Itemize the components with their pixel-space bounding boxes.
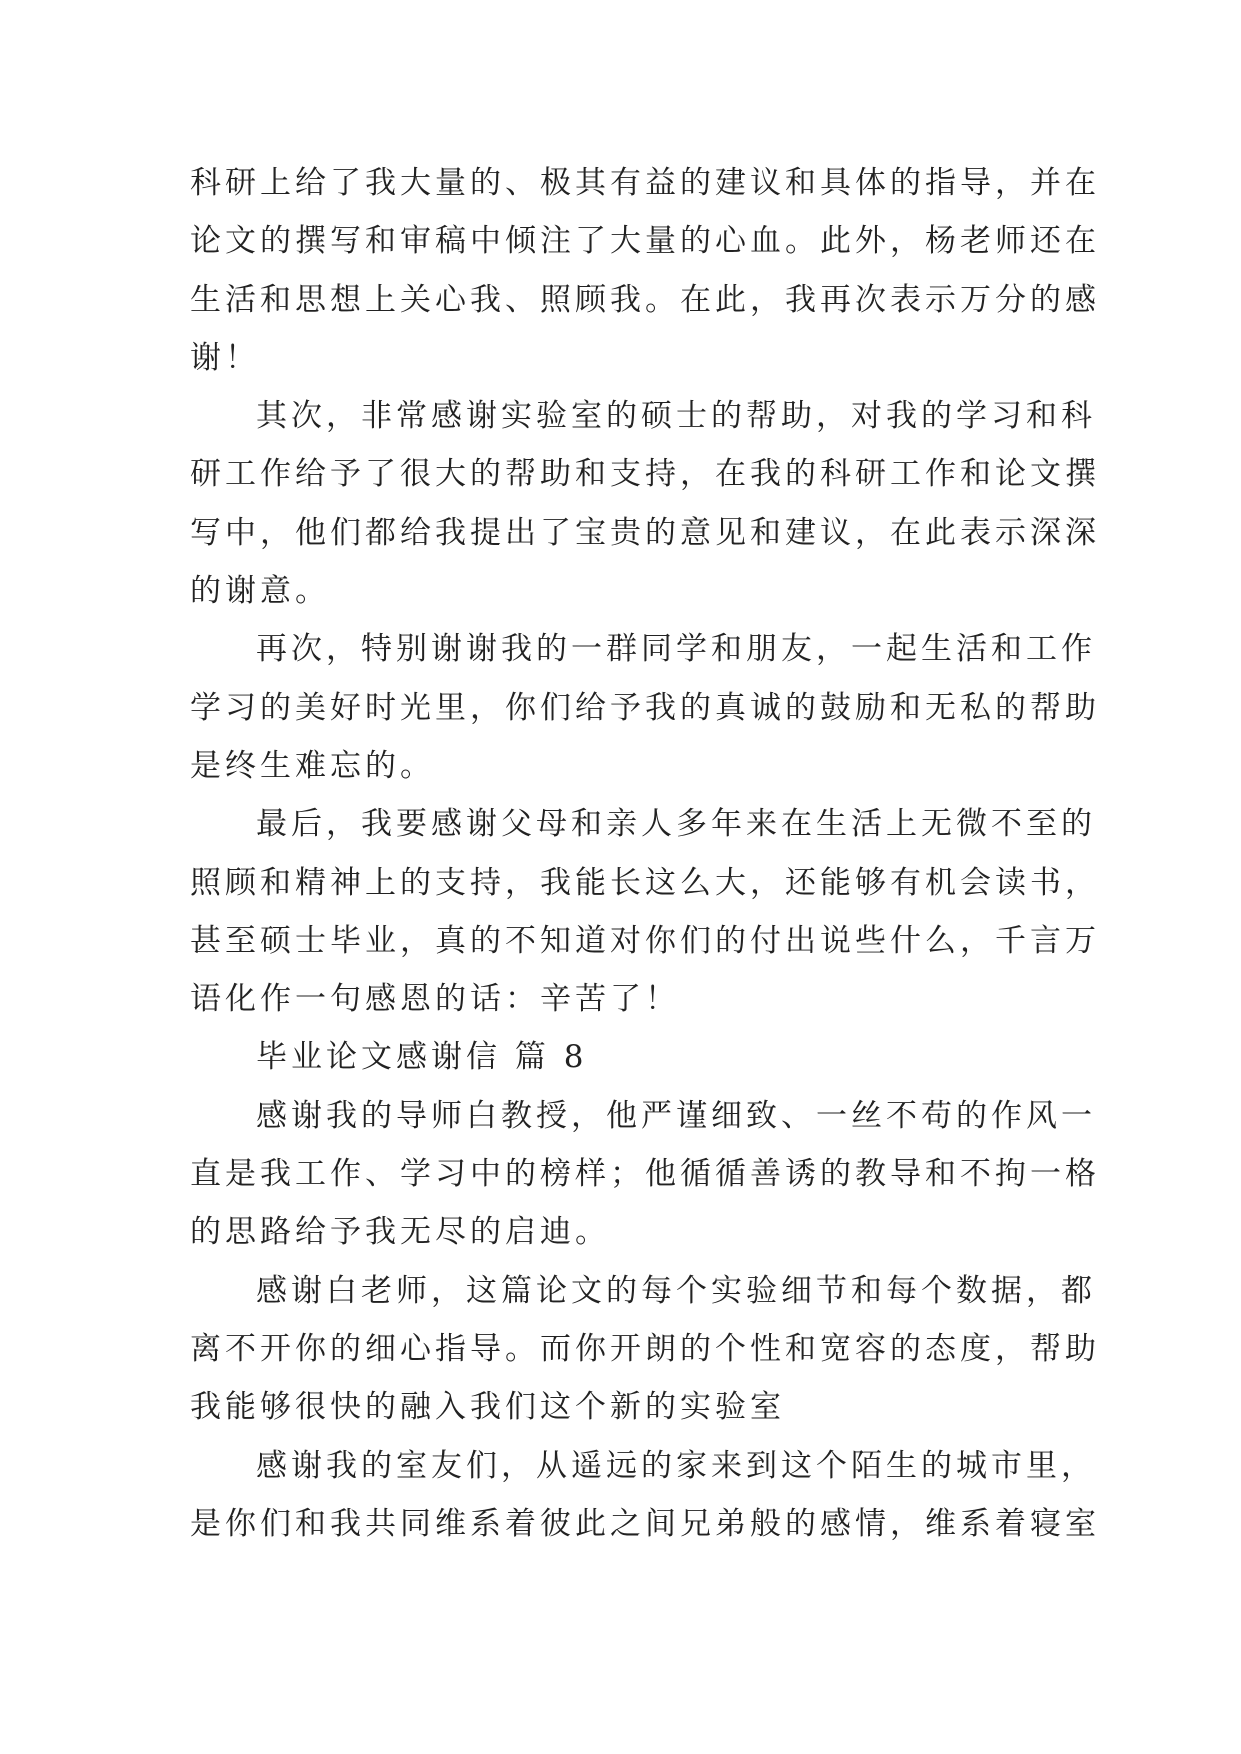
- text-line: 离不开你的细心指导。而你开朗的个性和宽容的态度，帮助: [190, 1330, 1100, 1367]
- text-line: 研工作给予了很大的帮助和支持，在我的科研工作和论文撰: [190, 456, 1100, 493]
- text-line: 感谢我的导师白教授，他严谨细致、一丝不苟的作风一: [256, 1097, 1096, 1134]
- text-line: 毕业论文感谢信 篇 8: [256, 1039, 588, 1076]
- text-line: 是你们和我共同维系着彼此之间兄弟般的感情，维系着寝室: [190, 1505, 1100, 1542]
- text-line: 甚至硕士毕业，真的不知道对你们的付出说些什么，千言万: [190, 922, 1100, 959]
- text-line: 生活和思想上关心我、照顾我。在此，我再次表示万分的感: [190, 281, 1100, 318]
- text-line: 最后，我要感谢父母和亲人多年来在生活上无微不至的: [256, 806, 1096, 843]
- text-line: 科研上给了我大量的、极其有益的建议和具体的指导，并在: [190, 165, 1100, 201]
- text-line: 语化作一句感恩的话：辛苦了！: [190, 981, 680, 1018]
- text-line: 感谢白老师，这篇论文的每个实验细节和每个数据，都: [256, 1272, 1096, 1309]
- text-line: 的思路给予我无尽的启迪。: [190, 1214, 610, 1251]
- text-line: 的谢意。: [190, 573, 330, 610]
- text-line: 我能够很快的融入我们这个新的实验室: [190, 1389, 785, 1426]
- text-line: 写中，他们都给我提出了宝贵的意见和建议，在此表示深深: [190, 514, 1100, 551]
- text-line: 论文的撰写和审稿中倾注了大量的心血。此外，杨老师还在: [190, 223, 1100, 260]
- text-line: 是终生难忘的。: [190, 747, 435, 784]
- text-line: 照顾和精神上的支持，我能长这么大，还能够有机会读书，: [190, 864, 1100, 901]
- text-line: 学习的美好时光里，你们给予我的真诚的鼓励和无私的帮助: [190, 689, 1100, 726]
- text-line: 直是我工作、学习中的榜样；他循循善诱的教导和不拘一格: [190, 1156, 1100, 1193]
- text-line: 其次，非常感谢实验室的硕士的帮助，对我的学习和科: [256, 398, 1096, 435]
- text-line: 再次，特别谢谢我的一群同学和朋友，一起生活和工作: [256, 631, 1096, 668]
- text-line: 感谢我的室友们，从遥远的家来到这个陌生的城市里，: [256, 1447, 1096, 1484]
- document-body: [190, 154, 1100, 1553]
- text-line: 谢！: [190, 339, 260, 376]
